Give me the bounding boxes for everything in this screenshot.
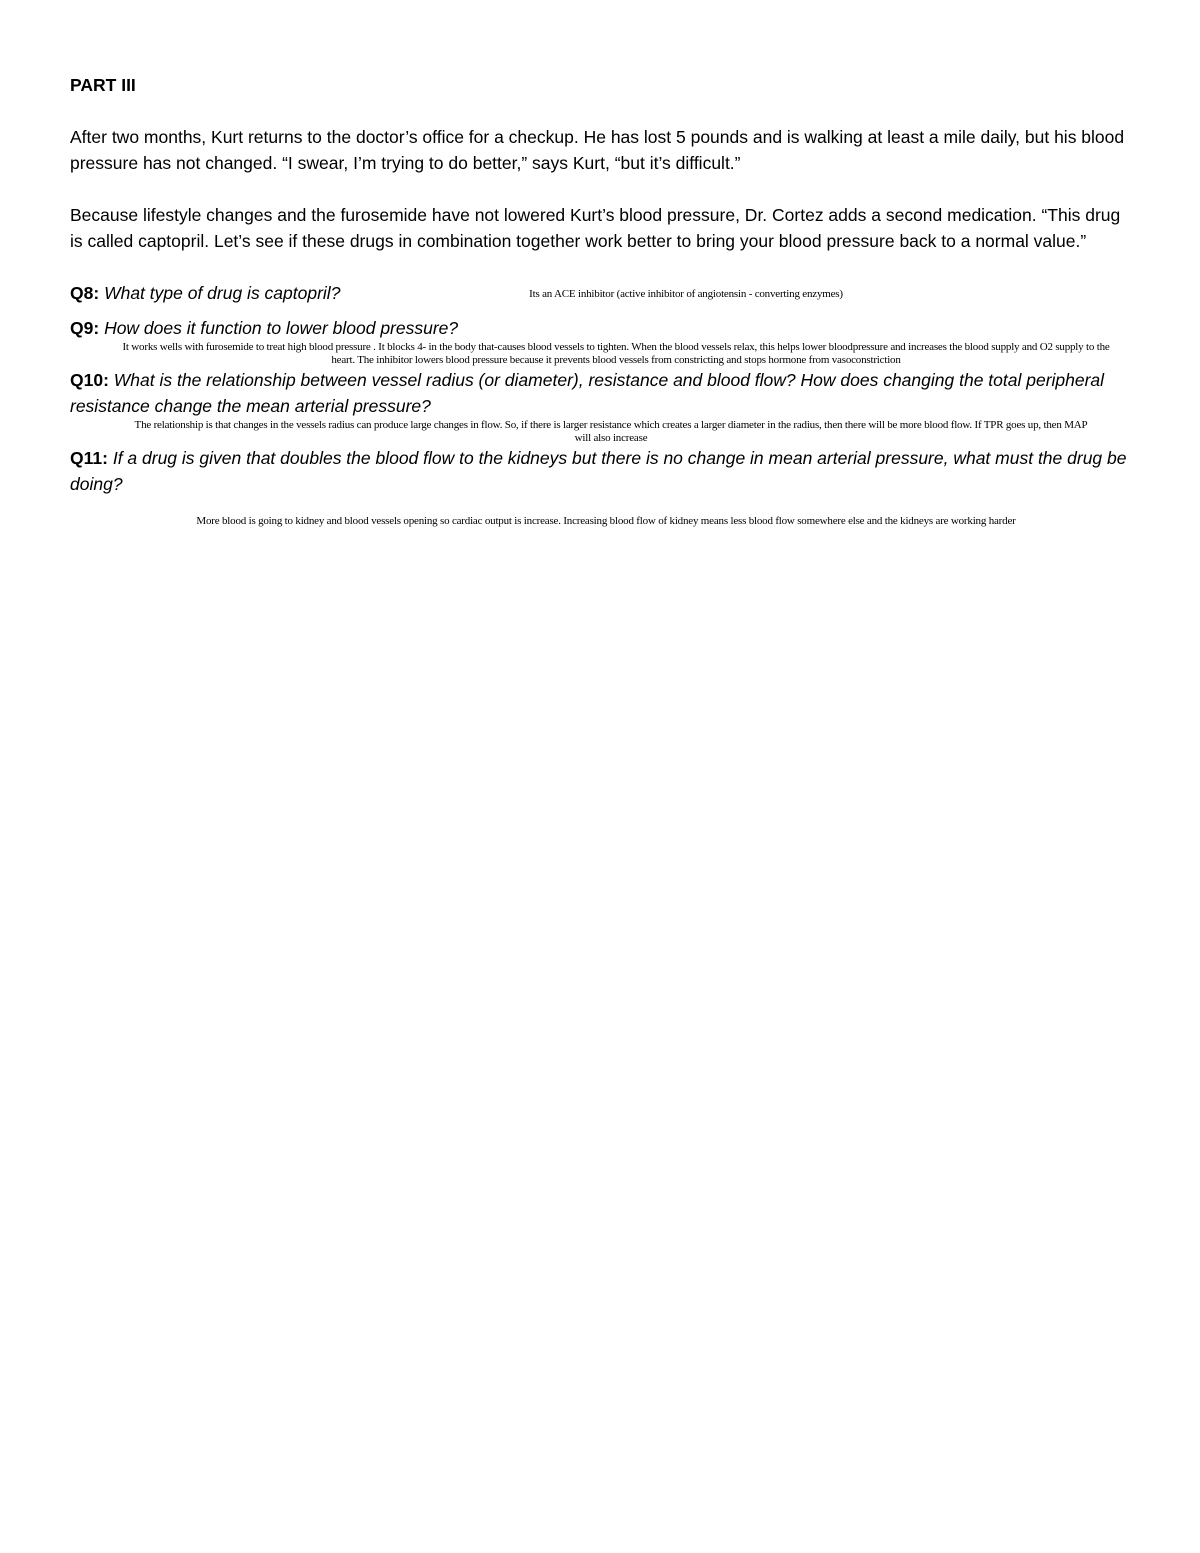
- question-label: Q11:: [70, 448, 108, 468]
- question-label: Q9:: [70, 318, 100, 338]
- answer-q11: More blood is going to kidney and blood vessels opening so cardiac output is increase. Increasing blood flow of kidney means less blood flow somewhere else and the kidneys are working harder: [196, 515, 1016, 527]
- question-q9: [70, 315, 1132, 341]
- question-text: How does it function to lower blood pressure?: [104, 318, 459, 338]
- question-label: Q10:: [70, 370, 109, 390]
- answer-q10: The relationship is that changes in the vessels radius can produce large changes in flow. So, if there is larger resistance which creates a larger diameter in the radius, then there will be more blood flow. If TPR goes up, then MAP will also increase: [134, 419, 1088, 444]
- question-text: What is the relationship between vessel radius (or diameter), resistance and blood flow? How does changing the total peripheral resistance change the mean arterial pressure?: [70, 370, 1105, 416]
- question-text: What type of drug is captopril?: [104, 283, 341, 303]
- question-q11: [70, 445, 1132, 497]
- answer-q8: Its an ACE inhibitor (active inhibitor of angiotensin - converting enzymes): [529, 288, 843, 300]
- part-heading: PART III: [70, 75, 136, 95]
- question-q10: [70, 367, 1132, 419]
- question-label: Q8:: [70, 283, 100, 303]
- answer-q9: It works wells with furosemide to treat high blood pressure . It blocks 4- in the body that-causes blood vessels to tighten. When the blood vessels relax, this helps lower bloodpressure and increases the blood supply and O2 supply to the heart. The inhibitor lowers blood pressure because it prevents blood vessels from constricting and stops hormone from vasoconstriction: [122, 341, 1110, 366]
- document-page: [70, 72, 1132, 528]
- question-text: If a drug is given that doubles the blood flow to the kidneys but there is no change in mean arterial pressure, what must the drug be doing?: [70, 448, 1127, 494]
- paragraph-checkup: After two months, Kurt returns to the doctor’s office for a checkup. He has lost 5 pounds and is walking at least a mile daily, but his blood pressure has not changed. “I swear, I’m trying to do better,” says Kurt, “but it’s difficult.”: [70, 127, 1125, 173]
- paragraph-medication: Because lifestyle changes and the furosemide have not lowered Kurt’s blood pressure, Dr. Cortez adds a second medication. “This drug is called captopril. Let’s see if these drugs in combination together work better to bring your blood pressure back to a normal value.”: [70, 205, 1121, 251]
